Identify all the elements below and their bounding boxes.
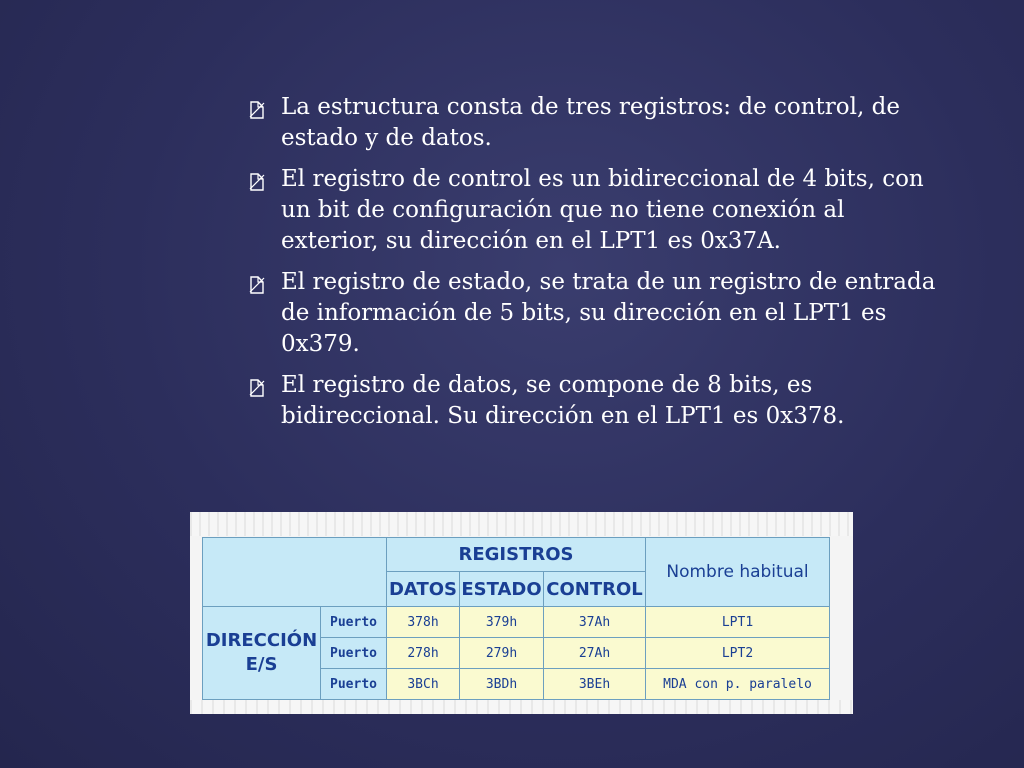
control-cell: 37Ah bbox=[544, 607, 646, 638]
puerto-cell: Puerto bbox=[321, 638, 387, 669]
bullet-item bbox=[248, 267, 938, 360]
bullet-list bbox=[248, 92, 938, 442]
puerto-cell: Puerto bbox=[321, 607, 387, 638]
nombre-habitual-header: Nombre habitual bbox=[646, 538, 830, 607]
clipboard-icon bbox=[248, 379, 266, 397]
nombre-cell: LPT1 bbox=[646, 607, 830, 638]
col-header-control: CONTROL bbox=[544, 572, 646, 607]
datos-cell: 3BCh bbox=[387, 669, 460, 700]
clipboard-icon bbox=[248, 173, 266, 191]
group-header-registros: REGISTROS bbox=[387, 538, 646, 572]
estado-cell: 3BDh bbox=[460, 669, 544, 700]
direccion-label: DIRECCIÓN bbox=[205, 630, 318, 651]
estado-cell: 379h bbox=[460, 607, 544, 638]
bullet-text: El registro de estado, se trata de un registro de entrada de información de 5 bits, su dirección en el LPT1 es 0x379. bbox=[281, 269, 936, 357]
col-header-datos: DATOS bbox=[387, 572, 460, 607]
bullet-item bbox=[248, 370, 938, 432]
bullet-item bbox=[248, 164, 938, 257]
clipboard-icon bbox=[248, 276, 266, 294]
clipboard-icon bbox=[248, 101, 266, 119]
puerto-cell: Puerto bbox=[321, 669, 387, 700]
nombre-cell: LPT2 bbox=[646, 638, 830, 669]
estado-cell: 279h bbox=[460, 638, 544, 669]
ruler-decoration bbox=[190, 512, 853, 536]
datos-cell: 378h bbox=[387, 607, 460, 638]
control-cell: 3BEh bbox=[544, 669, 646, 700]
col-header-estado: ESTADO bbox=[460, 572, 544, 607]
direccion-es-label bbox=[203, 607, 321, 700]
bullet-text: El registro de control es un bidireccional de 4 bits, con un bit de configuración que no tiene conexión al exterior, su dirección en el LPT1 es 0x37A. bbox=[281, 166, 924, 254]
register-table-image bbox=[190, 512, 853, 714]
datos-cell: 278h bbox=[387, 638, 460, 669]
register-table bbox=[202, 537, 830, 700]
bullet-text: El registro de datos, se compone de 8 bits, es bidireccional. Su dirección en el LPT1 es 0x378. bbox=[281, 372, 845, 429]
corner-cell bbox=[203, 538, 387, 607]
bullet-item bbox=[248, 92, 938, 154]
es-label: E/S bbox=[245, 654, 278, 675]
control-cell: 27Ah bbox=[544, 638, 646, 669]
ruler-decoration bbox=[190, 700, 853, 714]
nombre-cell: MDA con p. paralelo bbox=[646, 669, 830, 700]
bullet-text: La estructura consta de tres registros: de control, de estado y de datos. bbox=[281, 94, 900, 151]
